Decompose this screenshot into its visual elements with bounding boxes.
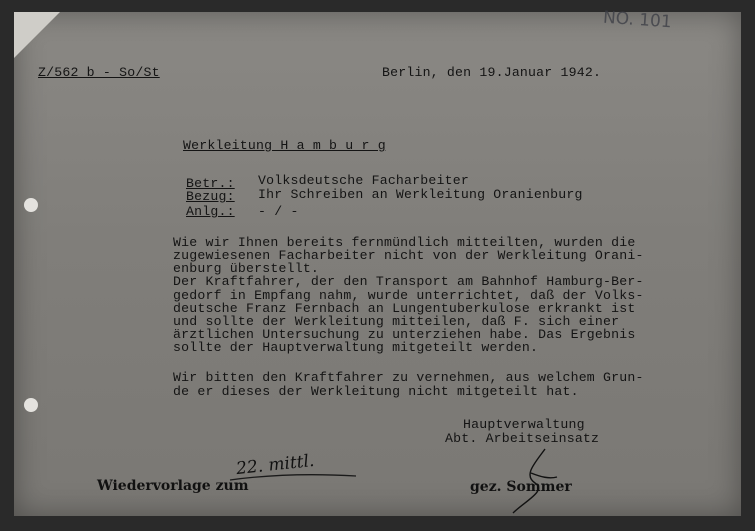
signed-stamp: gez. Sommer	[470, 479, 572, 495]
body-line: und sollte der Werkleitung mitteilen, daß F. sich einer	[173, 314, 620, 329]
body-line: zugewiesenen Facharbeiter nicht von der Werkleitung Orani-	[173, 248, 644, 263]
signature-scribble	[505, 443, 565, 518]
resubmission-stamp: Wiedervorlage zum	[97, 478, 249, 494]
reference-label: Bezug:	[186, 189, 235, 204]
body-line: enburg überstellt.	[173, 261, 320, 276]
archive-number: NO. 101	[602, 7, 673, 33]
place-date: Berlin, den 19.Januar 1942.	[382, 65, 602, 80]
reference-code: Z/562 b - So/St	[38, 65, 160, 80]
recipient: Werkleitung H a m b u r g	[183, 138, 386, 153]
subject-label: Betr.:	[186, 176, 235, 191]
body-line: gedorf in Empfang nahm, wurde unterrichtet, daß der Volks-	[173, 288, 644, 303]
resubmission-handwritten-date: 22. mittl.	[235, 450, 316, 480]
folded-corner	[14, 12, 60, 58]
signature-division: Abt. Arbeitseinsatz	[445, 431, 600, 446]
body-line: deutsche Franz Fernbach an Lungentuberkulose erkrankt ist	[173, 301, 636, 316]
body-line: Der Kraftfahrer, der den Transport am Bahnhof Hamburg-Ber-	[173, 274, 644, 289]
body-line: sollte der Hauptverwaltung mitgeteilt werden.	[173, 340, 539, 355]
subject-value: Volksdeutsche Facharbeiter	[258, 173, 469, 188]
enclosure-label: Anlg.:	[186, 204, 235, 219]
punch-hole-top	[24, 198, 38, 212]
signature-department: Hauptverwaltung	[463, 417, 585, 432]
body-line: Wir bitten den Kraftfahrer zu vernehmen, aus welchem Grun-	[173, 370, 644, 385]
enclosure-value: - / -	[258, 204, 299, 219]
reference-value: Ihr Schreiben an Werkleitung Oranienburg	[258, 187, 583, 202]
body-line: de er dieses der Werkleitung nicht mitgeteilt hat.	[173, 384, 579, 399]
punch-hole-bottom	[24, 398, 38, 412]
body-line: ärztlichen Untersuchung zu unterziehen habe. Das Ergebnis	[173, 327, 636, 342]
body-line: Wie wir Ihnen bereits fernmündlich mitteilten, wurden die	[173, 235, 636, 250]
handwritten-underline	[228, 470, 358, 484]
letter-page	[14, 12, 741, 516]
